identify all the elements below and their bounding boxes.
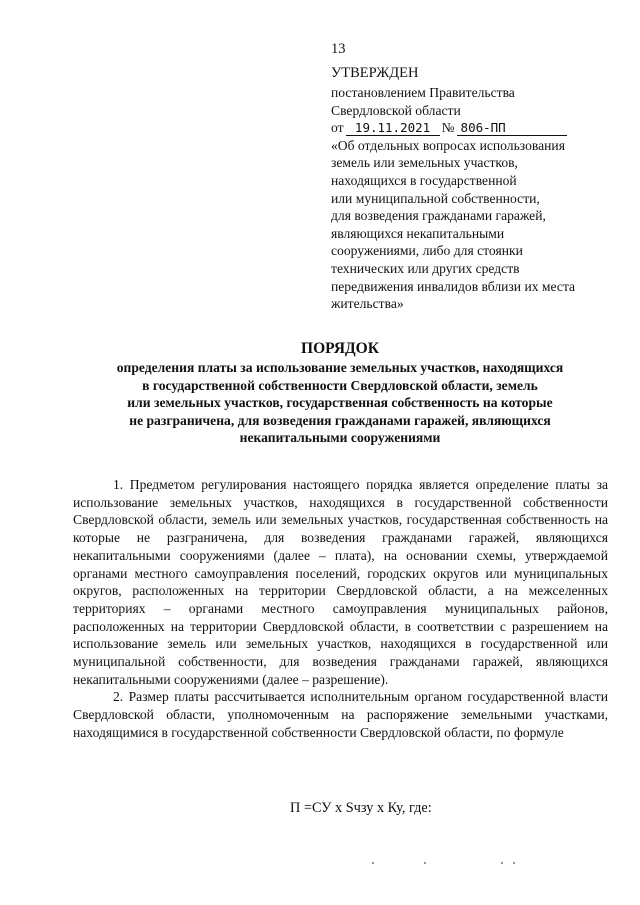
reference-line: технических или других средств <box>331 260 520 276</box>
number-sign: № <box>441 120 455 136</box>
date-prefix: от <box>331 120 344 136</box>
subtitle-line: или земельных участков, государственная собственность на которые <box>127 395 553 410</box>
document-title-block <box>60 339 620 447</box>
formula: П =СУ х Sчзу х Ку, где: <box>290 800 432 816</box>
paragraph-2: 2. Размер платы рассчитывается исполнительным органом государственной власти Свердловской области, уполномоченным на распоряжение земельными участками, находящимися в государственной собственности Свердловской области, по формуле <box>73 689 608 740</box>
reference-line: находящихся в государственной <box>331 172 517 188</box>
subtitle-line: не разграничена, для возведения гражданами гаражей, являющихся <box>129 412 551 428</box>
paragraph-1: 1. Предметом регулирования настоящего порядка является определение платы за использование земельных участков, находящихся в государственной собственности Свердловской области, земель или земельных участков, государственная собственность на которые не разграничена, для возведения гражданами гаражей, являющихся некапитальными сооружениями (далее – плата), на основании схемы, утверждаемой органами местного самоуправления поселений, городских округов или муниципальных округов, расположенных на территории Свердловской области, а на межселенных территориях – органами местного самоуправления муниципальных районов, расположенных на территории Свердловской области, в соответствии с разрешением на использование земель или земельных участков, находящихся в государственной или муниципальной собственности, для возведения гражданами гаражей, являющихся некапитальными сооружениями (далее – разрешение). <box>73 477 608 687</box>
reference-line: земель или земельных участков, <box>331 155 518 171</box>
reference-line: или муниципальной собственности, <box>331 190 540 206</box>
approval-block <box>331 64 616 313</box>
approval-date-line <box>331 119 616 137</box>
scan-speck <box>424 862 426 864</box>
scan-speck <box>513 862 515 864</box>
decree-number: 806-ПП <box>457 121 567 136</box>
document-title: ПОРЯДОК <box>301 340 379 357</box>
approval-line-2: Свердловской области <box>331 102 461 118</box>
reference-line: передвижения инвалидов вблизи их места <box>331 278 576 294</box>
date-value: 19.11.2021 <box>346 121 440 136</box>
reference-line: жительства» <box>331 296 404 312</box>
reference-line: «Об отдельных вопросах использования <box>331 137 565 153</box>
document-body <box>73 476 608 742</box>
scan-speck <box>501 862 503 864</box>
document-subtitle <box>60 359 620 447</box>
page-number: 13 <box>331 41 346 57</box>
approval-reference <box>331 137 616 313</box>
approval-heading: УТВЕРЖДЕН <box>331 65 419 81</box>
subtitle-line: в государственной собственности Свердловской области, земель <box>142 377 538 393</box>
scan-speck <box>372 862 374 864</box>
reference-line: являющихся некапитальными <box>331 225 505 241</box>
approval-line-1: постановлением Правительства <box>331 85 515 100</box>
subtitle-line: некапитальными сооружениями <box>239 430 441 445</box>
reference-line: для возведения гражданами гаражей, <box>331 208 546 224</box>
reference-line: сооружениями, либо для стоянки <box>331 243 523 259</box>
subtitle-line: определения платы за использование земельных участков, находящихся <box>116 360 564 375</box>
